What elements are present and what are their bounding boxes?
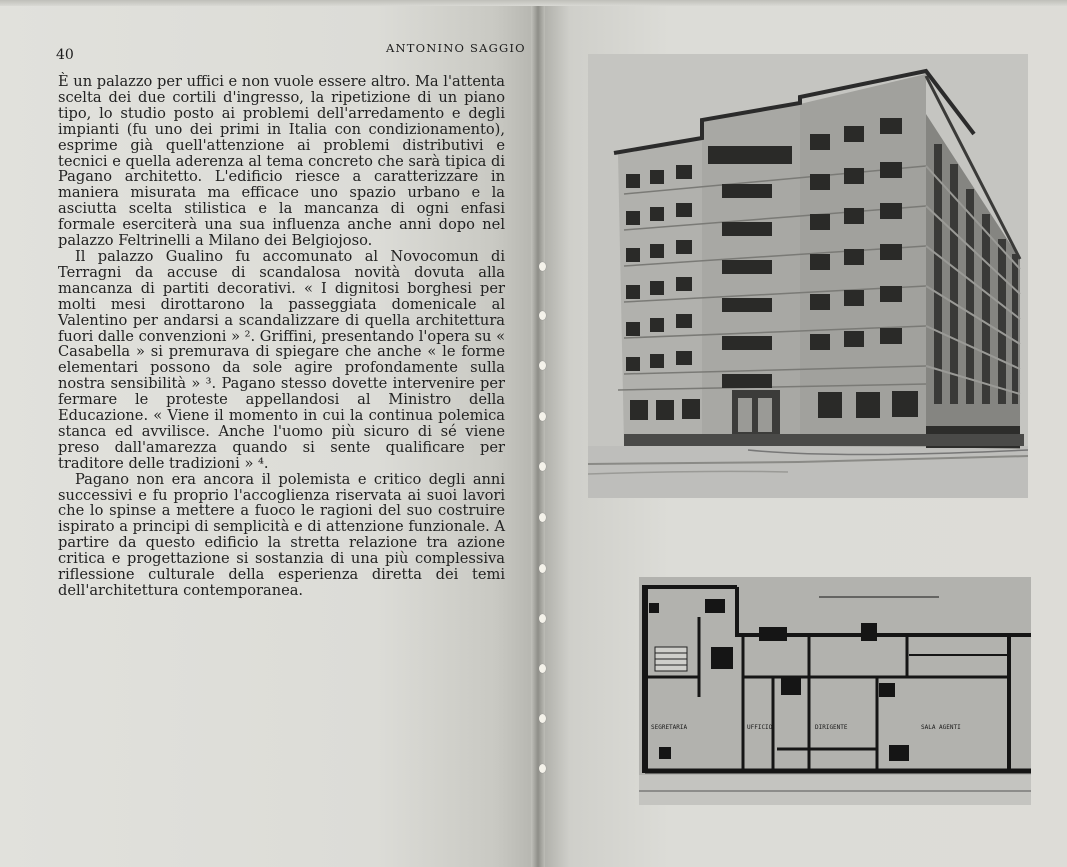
binding-stitch: [539, 311, 546, 320]
binding-stitch: [539, 361, 546, 370]
plan-label-segretaria: SEGRETARIA: [651, 724, 688, 731]
paragraph-2: Il palazzo Gualino fu accomunato al Novocomun di Terragni da accuse di scandalosa novità dovuta alla mancanza di partiti decorativi. « I dignitosi borghesi per molti mesi dirottarono la passeggiata domenicale al Valentino per andarsi a scandalizzare di quella architettura fuori dalle convenzioni » ². Griffini, presentando l'opera su « Casabella » si premurava di spiegare che anche « le forme elementari possono da sole agire profondamente sulla nostra sensibilità » ³. Pagano stesso dovette intervenire per fermare le proteste appellandosi al Ministro della Educazione. « Viene il momento in cui la continua polemica stanca ed avvilisce. Anche l'uomo più sicuro di sé viene preso dall'amarezza quando si sente qualificare per traditore delle tradizioni » ⁴.: [58, 247, 505, 472]
paragraph-1: È un palazzo per uffici e non vuole essere altro. Ma l'attenta scelta dei due cortili d'ingresso, la ripetizione di un piano tipo, lo studio posto ai problemi dell'arredamento e degli impianti (fu uno dei primi in Italia con condizionamento), esprime già quell'attenzione ai problemi distributivi e tecnici e quella aderenza al tema concreto che sarà tipica di Pagano architetto. L'edificio riesce a caratterizzare in maniera misurata ma efficace uno spazio urbano e la asciutta scelta stilistica e la mancanza di ogni enfasi formale eserciterà una sua influenza anche anni dopo nel palazzo Feltrinelli a Milano dei Belgiojoso.: [58, 73, 505, 250]
floor-plan: [639, 577, 1031, 805]
binding-stitch: [539, 412, 546, 421]
body-text: [58, 74, 505, 599]
binding-stitch: [539, 614, 546, 623]
plan-label-dirigente: DIRIGENTE: [815, 724, 848, 731]
book-gutter: [531, 0, 545, 867]
binding-stitch: [539, 664, 546, 673]
page-number: 40: [56, 47, 74, 63]
binding-stitch: [539, 462, 546, 471]
paragraph-3: Pagano non era ancora il polemista e critico degli anni successivi e fu proprio l'accoglienza riservata ai suoi lavori che lo spinse a mettere a fuoco le ragioni del suo costruire ispirato a principi di semplicità e di attenzione funzionale. A partire da questo edificio la stretta relazione tra azione critica e progettazione si sostanzia di una più complessiva riflessione culturale della esperienza diretta dei temi dell'architettura contemporanea.: [58, 470, 505, 599]
binding-stitch: [539, 513, 546, 522]
plan-label-ufficio: UFFICIO: [747, 724, 773, 731]
building-photo: [588, 54, 1028, 498]
running-head: ANTONINO SAGGIO: [386, 41, 526, 55]
binding-stitch: [539, 262, 546, 271]
page-top-edge: [0, 0, 1067, 6]
binding-stitch: [539, 714, 546, 723]
binding-stitch: [539, 564, 546, 573]
plan-label-sala-agenti: SALA AGENTI: [921, 724, 961, 731]
binding-stitch: [539, 764, 546, 773]
